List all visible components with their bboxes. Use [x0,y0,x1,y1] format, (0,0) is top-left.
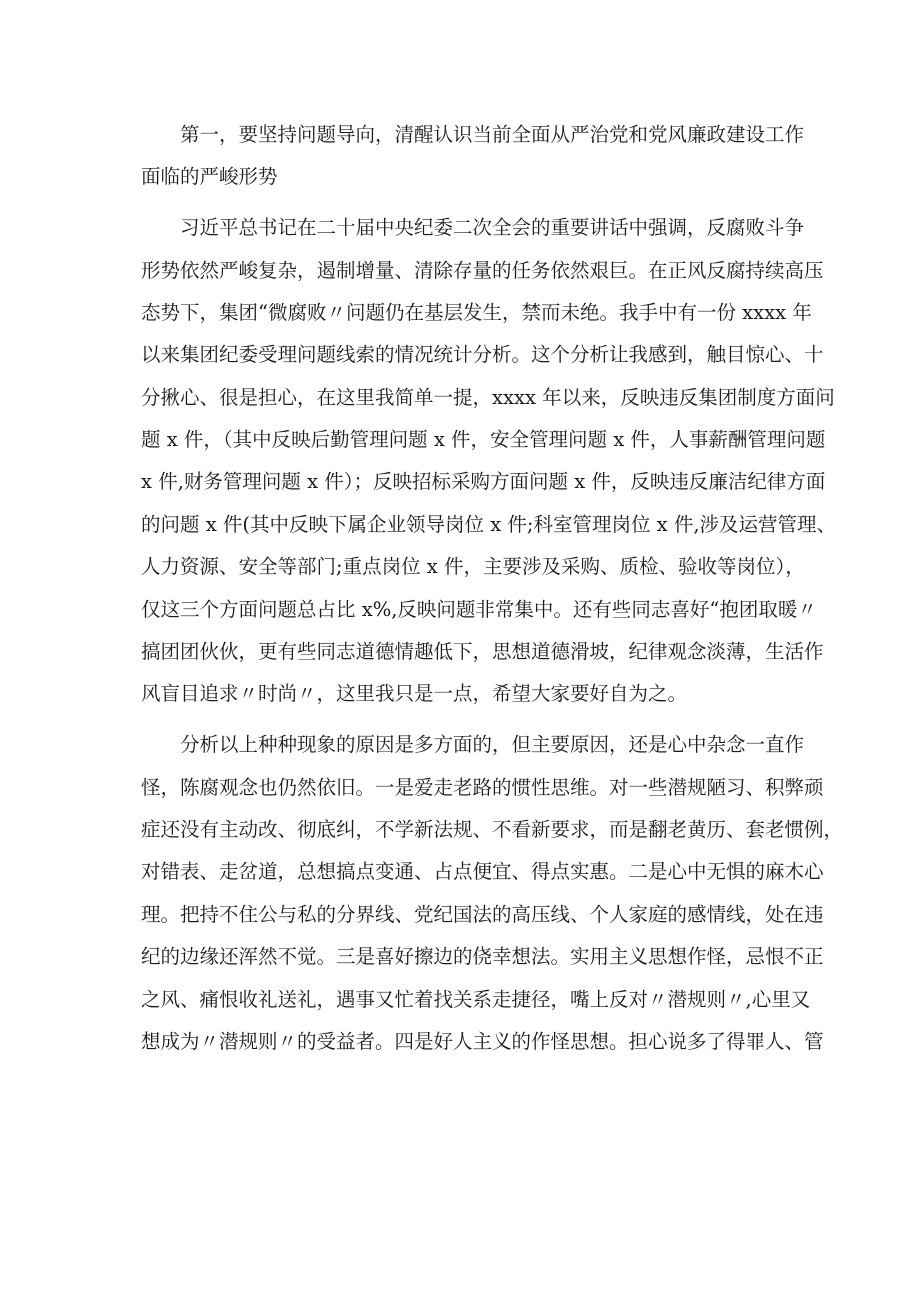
paragraph-2-line-5: 理。把持不住公与私的分界线、党纪国法的高压线、个人家庭的感情线，处在违 [141,903,824,926]
paragraph-2-line-6: 纪的边缘还浑然不觉。三是喜好擦边的侥幸想法。实用主义思想作怪，忌恨不正 [141,945,824,968]
heading-line-1: 第一，要坚持问题导向，清醒认识当前全面从严治党和党风廉政建设工作 [180,123,805,146]
paragraph-2-line-7: 之风、痛恨收礼送礼，遇事又忙着找关系走捷径，嘴上反对〃潜规则〃,心里又 [141,988,811,1011]
paragraph-1-line-2: 形势依然严峻复杂，遏制增量、清除存量的任务依然艰巨。在正风反腐持续高压 [141,259,824,282]
paragraph-2-line-3: 症还没有主动改、彻底纠，不学新法规、不看新要求，而是翻老黄历、套老惯例， [141,818,844,841]
paragraph-2-line-4: 对错表、走岔道，总想搞点变通、占点便宜、得点实惠。二是心中无惧的麻木心 [141,860,824,883]
paragraph-1-line-5: 分揪心、很是担心，在这里我简单一提，xxxx 年以来，反映违反集团制度方面问 [141,386,835,409]
paragraph-1-line-1: 习近平总书记在二十届中央纪委二次全会的重要讲话中强调，反腐败斗争 [180,216,805,239]
paragraph-2-line-2: 怪，陈腐观念也仍然依旧。一是爱走老路的惯性思维。对一些潜规陋习、积弊顽 [141,776,824,799]
paragraph-1-line-8: 的问题 x 件(其中反映下属企业领导岗位 x 件;科室管理岗位 x 件,涉及运营管理、 [141,513,837,536]
paragraph-1-line-6: 题 x 件，（其中反映后勤管理问题 x 件，安全管理问题 x 件，人事薪酬管理问题 [141,428,826,451]
paragraph-1-line-9: 人力资源、安全等部门;重点岗位 x 件，主要涉及采购、质检、验收等岗位）， [141,555,805,578]
paragraph-1-line-12: 风盲目追求〃时尚〃，这里我只是一点，希望大家要好自为之。 [141,682,688,705]
paragraph-1-line-4: 以来集团纪委受理问题线索的情况统计分析。这个分析让我感到，触目惊心、十 [141,343,824,366]
paragraph-2-line-8: 想成为〃潜规则〃的受益者。四是好人主义的作怪思想。担心说多了得罪人、管 [141,1030,824,1053]
paragraph-2-line-1: 分析以上种种现象的原因是多方面的，但主要原因，还是心中杂念一直作 [180,733,805,756]
paragraph-1-line-3: 态势下，集团“微腐败〃问题仍在基层发生，禁而未绝。我手中有一份 xxxx 年 [141,301,812,324]
paragraph-1-line-11: 搞团团伙伙，更有些同志道德情趣低下，思想道德滑坡，纪律观念淡薄，生活作 [141,640,824,663]
heading-line-2: 面临的严峻形势 [141,165,278,188]
paragraph-1-line-7: x 件,财务管理问题 x 件）；反映招标采购方面问题 x 件，反映违反廉洁纪律方面 [141,470,826,493]
paragraph-1-line-10: 仅这三个方面问题总占比 x%,反映问题非常集中。还有些同志喜好“抱团取暖〃 [141,598,817,621]
